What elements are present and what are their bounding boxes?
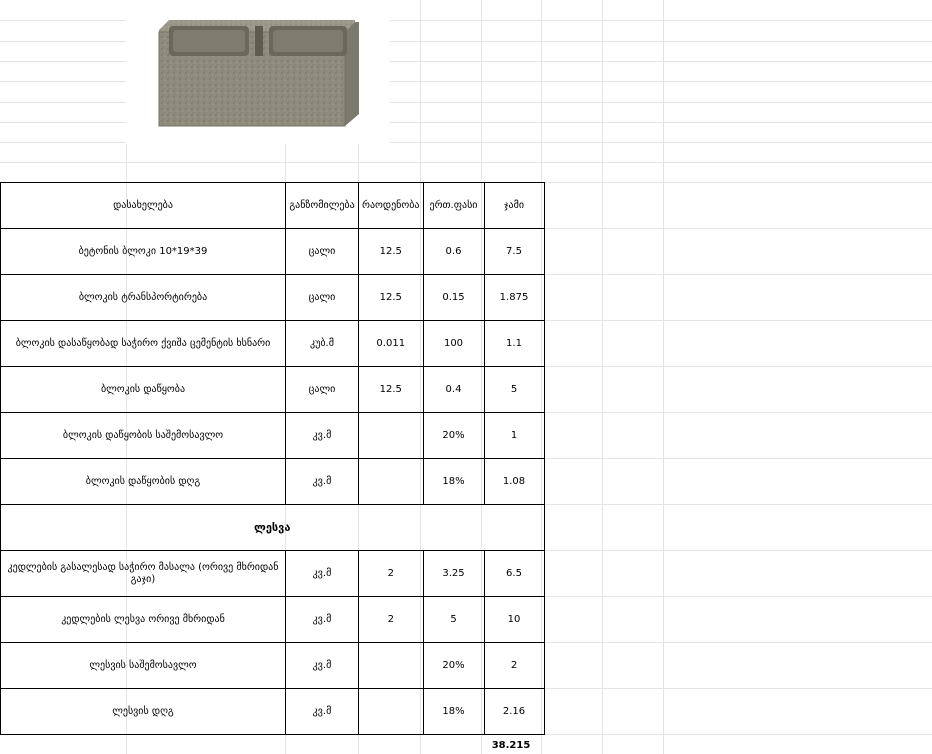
cell-name[interactable]: კედლების ლესვა ორივე მხრიდან (1, 597, 286, 643)
table-row (1, 551, 545, 597)
table-row (1, 689, 545, 735)
header-cell-unit[interactable]: განზომილება (286, 183, 359, 229)
header-cell-sum[interactable]: ჯამი (484, 183, 544, 229)
cell-price[interactable]: 20% (423, 643, 484, 689)
table-row (1, 459, 545, 505)
cell-sum[interactable]: 1 (484, 413, 544, 459)
cell-sum[interactable]: 2 (484, 643, 544, 689)
cell-unit[interactable]: კვ.მ (286, 459, 359, 505)
header-cell-price[interactable]: ერთ.ფასი (423, 183, 484, 229)
cell-qty[interactable]: 12.5 (359, 275, 424, 321)
cell-sum[interactable]: 1.875 (484, 275, 544, 321)
section-title[interactable]: ლესვა (1, 505, 545, 551)
header-cell-qty[interactable]: რაოდენობა (359, 183, 424, 229)
cell-sum[interactable]: 2.16 (484, 689, 544, 735)
cell-name[interactable]: ბლოკის ტრანსპორტირება (1, 275, 286, 321)
cell-price[interactable]: 20% (423, 413, 484, 459)
cell-qty[interactable] (359, 643, 424, 689)
cell-unit[interactable]: კვ.მ (286, 597, 359, 643)
concrete-block-image (155, 18, 363, 128)
estimate-table (0, 182, 545, 735)
header-row (1, 183, 545, 229)
cell-sum[interactable]: 1.1 (484, 321, 544, 367)
cell-name[interactable]: ბეტონის ბლოკი 10*19*39 (1, 229, 286, 275)
cell-sum[interactable]: 10 (484, 597, 544, 643)
cell-name[interactable]: ლესვის საშემოსავლო (1, 643, 286, 689)
cell-sum[interactable]: 6.5 (484, 551, 544, 597)
cell-price[interactable]: 18% (423, 689, 484, 735)
cell-unit[interactable]: კვ.მ (286, 413, 359, 459)
cell-unit[interactable]: ცალი (286, 367, 359, 413)
cell-name[interactable]: ბლოკის დაწყობა (1, 367, 286, 413)
table-row (1, 367, 545, 413)
table-row (1, 275, 545, 321)
cell-unit[interactable]: კვ.მ (286, 551, 359, 597)
table-row (1, 597, 545, 643)
cell-unit[interactable]: კვ.მ (286, 643, 359, 689)
cell-price[interactable]: 0.15 (423, 275, 484, 321)
cell-qty[interactable] (359, 459, 424, 505)
cell-qty[interactable]: 2 (359, 551, 424, 597)
cell-name[interactable]: ლესვის დღგ (1, 689, 286, 735)
cell-qty[interactable]: 12.5 (359, 367, 424, 413)
cell-qty[interactable]: 2 (359, 597, 424, 643)
cell-qty[interactable]: 0.011 (359, 321, 424, 367)
cell-price[interactable]: 3.25 (423, 551, 484, 597)
table-row (1, 413, 545, 459)
cell-unit[interactable]: ცალი (286, 229, 359, 275)
cell-name[interactable]: ბლოკის დასაწყობად საჭირო ქვიშა ცემენტის ხსნარი (1, 321, 286, 367)
header-cell-name[interactable]: დასახელება (1, 183, 286, 229)
table-row (1, 229, 545, 275)
cell-unit[interactable]: კუბ.მ (286, 321, 359, 367)
cell-unit[interactable]: ცალი (286, 275, 359, 321)
cell-price[interactable]: 5 (423, 597, 484, 643)
total-value[interactable]: 38.215 (491, 740, 531, 751)
cell-name[interactable]: კედლების გასალესად საჭირო მასალა (ორივე მხრიდან გაჯი) (1, 551, 286, 597)
cell-price[interactable]: 18% (423, 459, 484, 505)
cell-qty[interactable]: 12.5 (359, 229, 424, 275)
cell-name[interactable]: ბლოკის დაწყობის საშემოსავლო (1, 413, 286, 459)
table-row (1, 321, 545, 367)
cell-price[interactable]: 100 (423, 321, 484, 367)
cell-name[interactable]: ბლოკის დაწყობის დღგ (1, 459, 286, 505)
cell-sum[interactable]: 7.5 (484, 229, 544, 275)
table-row (1, 643, 545, 689)
cell-price[interactable]: 0.4 (423, 367, 484, 413)
cell-unit[interactable]: კვ.მ (286, 689, 359, 735)
cell-qty[interactable] (359, 413, 424, 459)
cell-price[interactable]: 0.6 (423, 229, 484, 275)
cell-sum[interactable]: 5 (484, 367, 544, 413)
section-row (1, 505, 545, 551)
cell-qty[interactable] (359, 689, 424, 735)
cell-sum[interactable]: 1.08 (484, 459, 544, 505)
